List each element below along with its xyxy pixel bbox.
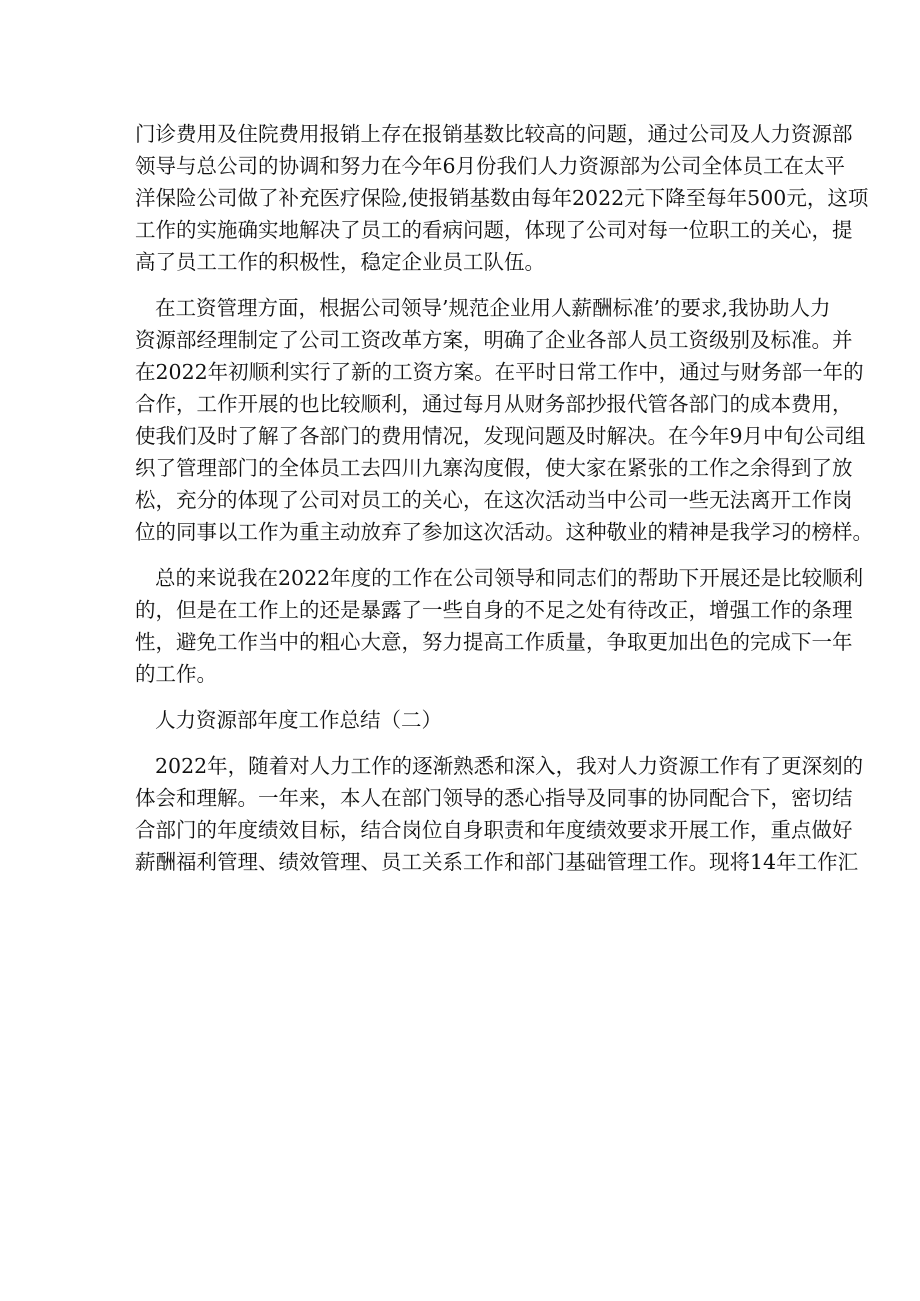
text-line-content: 合作，工作开展的也比较顺利，通过每月从财务部抄报代管各部门的成本费用， [135, 392, 853, 416]
text-line-content: 合部门的年度绩效目标，结合岗位自身职责和年度绩效要求开展工作，重点做好 [135, 818, 853, 842]
text-line-content: 松，充分的体现了公司对员工的关心，在这次活动当中公司一些无法离开工作岗 [135, 488, 853, 512]
text-line-content: 在2022年初顺利实行了新的工资方案。在平时日常工作中，通过与财务部一年的 [135, 360, 864, 384]
text-line [135, 814, 853, 846]
text-line-content: 高了员工工作的积极性，稳定企业员工队伍。 [135, 250, 545, 274]
text-line [135, 846, 859, 878]
paragraph-gap [135, 736, 795, 750]
text-line-content: 性，避免工作当中的粗心大意，努力提高工作质量，争取更加出色的完成下一年 [135, 630, 853, 654]
text-line [135, 452, 853, 484]
text-line-content: 总的来说我在2022年度的工作在公司领导和同志们的帮助下开展还是比较顺利 [155, 566, 864, 590]
text-line-content: 资源部经理制定了公司工资改革方案，明确了企业各部人员工资级别及标准。并 [135, 328, 853, 352]
paragraph-gap [135, 548, 795, 562]
text-line [135, 388, 853, 420]
paragraph-gap [135, 278, 795, 292]
text-line [135, 292, 831, 324]
text-line [135, 118, 853, 150]
text-line-content: 在工资管理方面，根据公司领导’规范企业用人薪酬标准’的要求,我协助人力 [155, 296, 831, 320]
text-line [135, 516, 873, 548]
text-line-content: 洋保险公司做了补充医疗保险,使报销基数由每年2022元下降至每年500元，这项 [135, 186, 869, 210]
text-line [135, 150, 846, 182]
text-line-content: 工作的实施确实地解决了员工的看病问题，体现了公司对每一位职工的关心，提 [135, 218, 853, 242]
text-line-content: 2022年，随着对人力工作的逐渐熟悉和深入，我对人力资源工作有了更深刻的 [155, 754, 864, 778]
paragraph-salary-management [135, 292, 873, 548]
text-line [135, 562, 864, 594]
text-line [135, 420, 866, 452]
paragraph-gap [135, 690, 795, 704]
text-line [135, 246, 795, 278]
text-line [135, 324, 853, 356]
text-line-content: 体会和理解。一年来，本人在部门领导的悉心指导及同事的协同配合下，密切结 [135, 786, 853, 810]
text-line [135, 214, 853, 246]
paragraph-medical-insurance [135, 118, 869, 278]
heading-line [135, 704, 795, 736]
text-line [135, 594, 853, 626]
text-line-content: 使我们及时了解了各部门的费用情况，发现问题及时解决。在今年9月中旬公司组 [135, 424, 866, 448]
text-line [135, 750, 864, 782]
text-line [135, 182, 869, 214]
paragraph-annual-intro [135, 750, 864, 878]
text-line [135, 356, 864, 388]
text-line [135, 484, 853, 516]
heading-text: 人力资源部年度工作总结（二） [155, 708, 442, 732]
text-line-content: 门诊费用及住院费用报销上存在报销基数比较高的问题，通过公司及人力资源部 [135, 122, 853, 146]
text-line-content: 的工作。 [135, 662, 217, 686]
text-line [135, 626, 853, 658]
paragraph-summary [135, 562, 864, 690]
text-line-content: 领导与总公司的协调和努力在今年6月份我们人力资源部为公司全体员工在太平 [135, 154, 846, 178]
text-line-content: 织了管理部门的全体员工去四川九寨沟度假，使大家在紧张的工作之余得到了放 [135, 456, 853, 480]
document-body [135, 118, 873, 878]
section-heading [135, 704, 795, 736]
text-line [135, 658, 795, 690]
text-line-content: 薪酬福利管理、绩效管理、员工关系工作和部门基础管理工作。现将14年工作汇 [135, 850, 859, 874]
text-line [135, 782, 853, 814]
text-line-content: 位的同事以工作为重主动放弃了参加这次活动。这种敬业的精神是我学习的榜样。 [135, 520, 873, 544]
text-line-content: 的，但是在工作上的还是暴露了一些自身的不足之处有待改正，增强工作的条理 [135, 598, 853, 622]
